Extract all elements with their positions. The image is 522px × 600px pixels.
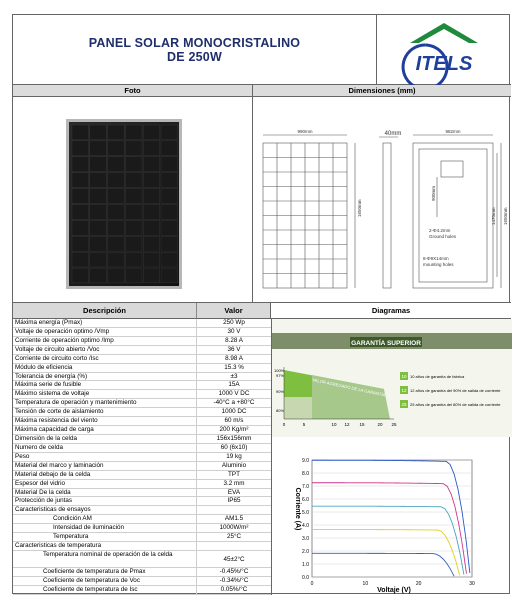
- solar-cell: [161, 141, 178, 156]
- title-line-2: DE 250W: [167, 49, 222, 64]
- inner-h3-label: 1650mm: [503, 207, 508, 225]
- warranty-band-label: VALOR AGREGADO DE LA GARANTÍA: [311, 377, 386, 398]
- spec-label: Condición AM: [13, 515, 197, 523]
- warranty-y-80: 80%: [276, 408, 285, 413]
- warranty-legend-num: 12: [401, 388, 407, 393]
- spec-value: 60 m/s: [224, 417, 244, 425]
- solar-cell: [161, 157, 178, 172]
- spec-label: Temperatura: [13, 533, 197, 541]
- solar-cell: [143, 252, 160, 267]
- ground-holes-text: Ground holes: [429, 234, 457, 239]
- iv-y-tick: 8.0: [302, 471, 309, 477]
- height-label: 1650mm: [357, 199, 362, 217]
- spec-row: [13, 364, 271, 373]
- spec-label: Material del marco y laminación: [13, 462, 197, 470]
- warranty-legend-text: 25 años de garantía del 80% de salida de corriente: [410, 402, 501, 407]
- spec-label: Temperatura nominal de operación de la celda: [13, 551, 197, 567]
- solar-cell: [90, 236, 107, 251]
- spec-row: [13, 381, 271, 390]
- warranty-y-97: 97%: [276, 373, 285, 378]
- spec-value: TPT: [228, 470, 240, 478]
- solar-cell: [108, 252, 125, 267]
- solar-cell: [108, 173, 125, 188]
- spec-row: [13, 355, 271, 364]
- solar-cell: [72, 220, 89, 235]
- solar-cell: [161, 125, 178, 140]
- solar-cell: [108, 141, 125, 156]
- solar-cell: [90, 220, 107, 235]
- spec-value: 1000W/m²: [219, 524, 249, 532]
- spec-label: Tolerancia de energía (%): [13, 373, 197, 381]
- description-header: Descripción: [13, 303, 197, 319]
- spec-table: [13, 319, 271, 595]
- spec-value: 45±2°C: [223, 555, 245, 563]
- iv-y-tick: 4.0: [302, 523, 309, 529]
- solar-cell: [108, 205, 125, 220]
- solar-cell: [108, 220, 125, 235]
- solar-cell: [72, 236, 89, 251]
- spec-row: [13, 577, 271, 586]
- spec-label: Módulo de eficiencia: [13, 364, 197, 372]
- warranty-x-tick: 10: [331, 422, 337, 427]
- solar-cell: [72, 268, 89, 283]
- spec-label: Protección de juntas: [13, 497, 197, 505]
- spec-label: Material De la celda: [13, 489, 197, 497]
- solar-cell: [125, 268, 142, 283]
- spec-value: 250 Wp: [223, 319, 245, 326]
- spec-row: [13, 337, 271, 346]
- spec-row: [13, 568, 271, 577]
- spec-value: 25°C: [226, 533, 242, 541]
- spec-value: ±3: [230, 372, 238, 380]
- iv-y-tick: 1.0: [302, 562, 309, 568]
- solar-cell: [161, 205, 178, 220]
- panel-photo: [13, 97, 253, 303]
- iv-chart: [294, 458, 475, 594]
- solar-cell: [108, 268, 125, 283]
- spec-value: 8.98 A: [225, 354, 243, 362]
- spec-label: Dimensión de la celda: [13, 435, 197, 443]
- solar-cell: [108, 125, 125, 140]
- solar-cell: [143, 189, 160, 204]
- solar-cell: [143, 141, 160, 156]
- spec-row: [13, 408, 271, 417]
- mount-holes-size: 8-Φ9X14mm: [423, 256, 449, 261]
- solar-cell: [72, 157, 89, 172]
- spec-value: EVA: [227, 488, 241, 496]
- solar-cell: [72, 205, 89, 220]
- spec-value: 60 (6x10): [220, 443, 248, 451]
- spec-row: [13, 489, 271, 498]
- solar-cell: [161, 252, 178, 267]
- ground-holes-size: 2-Φ4.2mm: [429, 228, 451, 233]
- page-title: [13, 15, 377, 85]
- spec-value: -0.45%/°C: [219, 567, 249, 575]
- solar-cell: [125, 125, 142, 140]
- solar-cell: [90, 141, 107, 156]
- spec-row: [13, 373, 271, 382]
- solar-cell: [125, 220, 142, 235]
- solar-cell: [161, 268, 178, 283]
- inner-h2-label: 1470mm: [491, 207, 496, 225]
- spec-value: 15A: [228, 381, 240, 389]
- warranty-x-tick: 20: [377, 422, 383, 427]
- warranty-x-tick: 25: [391, 422, 397, 427]
- spec-label: Intensidad de iluminación: [13, 524, 197, 532]
- spec-row: [13, 426, 271, 435]
- spec-value: AM1.5: [224, 515, 244, 523]
- spec-label: Voltaje de circuito abierto /Voc: [13, 346, 197, 354]
- spec-row: [13, 453, 271, 462]
- iv-plot-frame: [312, 460, 472, 577]
- spec-label: Máximo sistema de voltaje: [13, 390, 197, 398]
- side-view-outline: [383, 143, 391, 288]
- spec-row: [13, 542, 271, 551]
- junction-box: [441, 161, 463, 177]
- spec-value: 30 V: [227, 327, 241, 335]
- spec-label: Caracteristicas de ensayos: [13, 506, 197, 514]
- company-logo: [377, 15, 511, 85]
- solar-cell: [72, 141, 89, 156]
- solar-cell: [161, 236, 178, 251]
- spec-label: Máxima serie de fusible: [13, 381, 197, 389]
- iv-y-tick: 9.0: [302, 458, 309, 464]
- warranty-legend-text: 12 años de garantía del 90% de salida de corriente: [410, 388, 501, 393]
- warranty-x-tick: 15: [359, 422, 365, 427]
- solar-cell: [125, 157, 142, 172]
- solar-cell: [90, 189, 107, 204]
- spec-row: [13, 533, 271, 542]
- spec-row: [13, 444, 271, 453]
- iv-y-tick: 0.0: [302, 575, 309, 581]
- warranty-graphic: [272, 319, 512, 437]
- spec-value: 19 kg: [226, 452, 242, 460]
- spec-label: Corriente de operación optimo /Imp: [13, 337, 197, 345]
- spec-row: [13, 480, 271, 489]
- solar-cell: [125, 236, 142, 251]
- solar-cell: [90, 157, 107, 172]
- spec-value: 36 V: [227, 345, 241, 353]
- dimensions-drawing: [253, 97, 511, 303]
- iv-y-tick: 2.0: [302, 549, 309, 555]
- logo-text: ITELS: [415, 53, 473, 75]
- spec-row: [13, 515, 271, 524]
- spec-row: [13, 390, 271, 399]
- iv-plot-area: [302, 458, 475, 587]
- iv-x-tick: 30: [469, 581, 475, 587]
- value-header: Valor: [197, 303, 271, 319]
- depth-label: 40mm: [384, 131, 402, 137]
- solar-cell: [161, 189, 178, 204]
- spec-label: Máxima capacidad de carga: [13, 426, 197, 434]
- iv-y-axis-label: Corriente (A): [294, 487, 301, 531]
- solar-cell: [161, 220, 178, 235]
- iv-x-tick: 10: [362, 581, 369, 587]
- solar-cell: [125, 252, 142, 267]
- solar-cell: [143, 220, 160, 235]
- iv-x-tick: 20: [415, 581, 422, 587]
- mount-holes-text: mounting holes: [423, 262, 454, 267]
- spec-row: [13, 506, 271, 515]
- spec-row: [13, 399, 271, 408]
- spec-row: [13, 551, 271, 568]
- solar-cell: [90, 205, 107, 220]
- inner-h1-label: 900mm: [431, 185, 436, 201]
- spec-label: Voltaje de operación optimo /Vmp: [13, 328, 197, 336]
- datasheet: [12, 14, 510, 594]
- spec-value: 15.3 %: [224, 363, 244, 371]
- warranty-x-tick: 12: [344, 422, 350, 427]
- spec-label: Caracteristicas de temperatura: [13, 542, 197, 550]
- solar-cell: [143, 157, 160, 172]
- warranty-y-100: 100%: [274, 368, 285, 373]
- solar-cell: [72, 252, 89, 267]
- solar-cell: [72, 125, 89, 140]
- spec-value: 3.2 mm: [223, 479, 245, 487]
- iv-x-tick: 0: [310, 581, 314, 587]
- diagrams-panel: [271, 319, 511, 595]
- spec-value: 0.05%/°C: [220, 585, 248, 593]
- solar-cell: [90, 125, 107, 140]
- spec-row: [13, 462, 271, 471]
- spec-label: Coeficiente de temperatura de Pmax: [13, 568, 197, 576]
- warranty-y-90: 90%: [276, 389, 285, 394]
- iv-y-tick: 6.0: [302, 497, 309, 503]
- foto-header: Foto: [13, 85, 253, 97]
- spec-row: [13, 471, 271, 480]
- spec-row: [13, 586, 271, 595]
- spec-label: Máxima resistencia del viento: [13, 417, 197, 425]
- solar-cell: [90, 268, 107, 283]
- solar-cell: [143, 173, 160, 188]
- spec-label: Espesor del vidrio: [13, 480, 197, 488]
- width-label: 990mm: [297, 129, 313, 134]
- solar-cell: [108, 157, 125, 172]
- roof-icon: [410, 23, 478, 43]
- spec-label: Máxima energía (Pmax): [13, 319, 197, 327]
- spec-value: 1000 V DC: [218, 390, 250, 398]
- spec-row: [13, 346, 271, 355]
- dimensions-header: Dimensiones (mm): [253, 85, 511, 97]
- warranty-x-tick: 0: [282, 422, 286, 427]
- warranty-legend-num: 25: [401, 402, 407, 407]
- solar-cell: [143, 268, 160, 283]
- iv-x-axis-label: Voltaje (V): [377, 587, 411, 594]
- solar-cell: [143, 236, 160, 251]
- spec-label: Coeficiente de temperatura de Isc: [13, 586, 197, 594]
- spec-row: [13, 524, 271, 533]
- spec-row: [13, 417, 271, 426]
- spec-row: [13, 497, 271, 506]
- spec-value: 200 Kg/m²: [219, 426, 249, 434]
- front-view-grid: [263, 143, 347, 288]
- spec-label: Tensión de corte de aislamiento: [13, 408, 197, 416]
- solar-cell: [90, 173, 107, 188]
- warranty-x-tick: 5: [302, 422, 306, 427]
- solar-cell: [72, 189, 89, 204]
- solar-cell: [125, 205, 142, 220]
- solar-cell: [90, 252, 107, 267]
- solar-cell: [108, 189, 125, 204]
- warranty-legend-num: 10: [401, 374, 407, 379]
- spec-label: Coeficiente de temperatura de Voc: [13, 577, 197, 585]
- back-width-label: 982mm: [445, 129, 461, 134]
- solar-cell: [108, 236, 125, 251]
- spec-label: Peso: [13, 453, 197, 461]
- spec-label: Numero de celda: [13, 444, 197, 452]
- spec-row: [13, 435, 271, 444]
- spec-value: [197, 506, 271, 514]
- spec-label: Corriente de circuito corto /Isc: [13, 355, 197, 363]
- solar-cell: [72, 173, 89, 188]
- spec-row: [13, 319, 271, 328]
- spec-value: [197, 542, 271, 550]
- solar-cell: [125, 173, 142, 188]
- iv-y-tick: 7.0: [302, 484, 309, 490]
- spec-value: 8.28 A: [225, 336, 243, 344]
- solar-cell: [143, 125, 160, 140]
- spec-label: Temperatura de operación y mantenimiento: [13, 399, 197, 407]
- title-line-1: PANEL SOLAR MONOCRISTALINO: [88, 35, 301, 50]
- spec-row: [13, 328, 271, 337]
- warranty-title: GARANTÍA SUPERIOR: [351, 340, 421, 347]
- spec-value: -40°C a +80°C: [213, 399, 255, 407]
- spec-value: Aluminio: [221, 461, 247, 469]
- diagrams-header: Diagramas: [271, 303, 511, 319]
- solar-cell: [125, 189, 142, 204]
- solar-cell: [125, 141, 142, 156]
- solar-cell: [161, 173, 178, 188]
- iv-y-tick: 3.0: [302, 536, 309, 542]
- spec-value: -0.34%/°C: [219, 576, 249, 584]
- spec-value: 156x156mm: [216, 434, 252, 442]
- warranty-legend-text: 10 años de garantía de fabrica: [410, 374, 465, 379]
- solar-cell: [143, 205, 160, 220]
- spec-value: 1000 DC: [221, 408, 247, 416]
- iv-y-tick: 5.0: [302, 510, 309, 516]
- spec-value: IP65: [227, 497, 241, 505]
- spec-label: Material debajo de la celda: [13, 471, 197, 479]
